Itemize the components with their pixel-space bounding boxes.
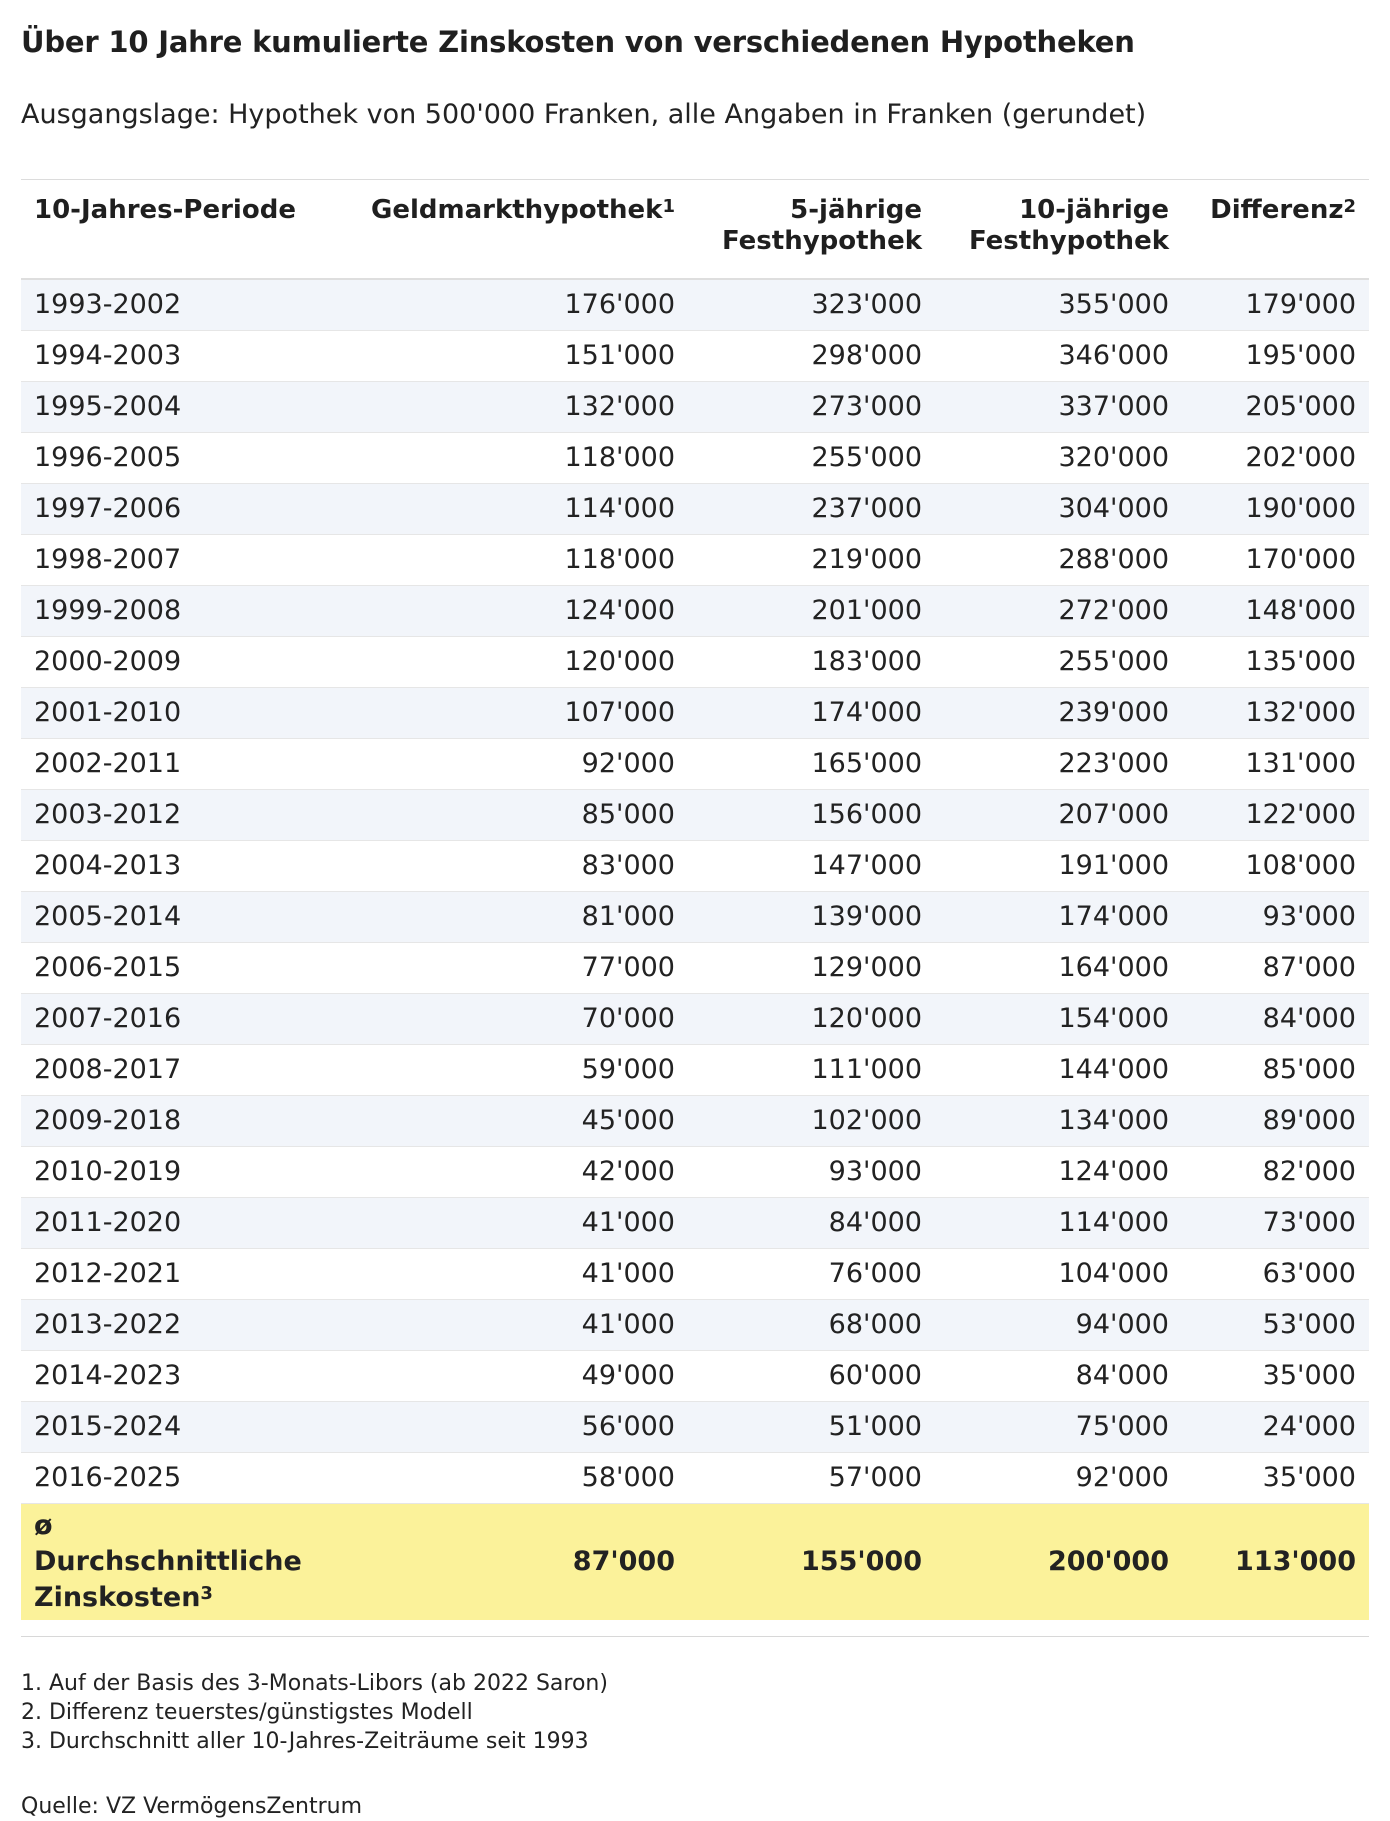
cell-period: 1997-2006	[21, 483, 341, 534]
cell-geldmarkt: 132'000	[341, 381, 688, 432]
cell-5-jahre: 139'000	[688, 891, 935, 942]
table-row	[21, 1452, 1369, 1503]
cell-10-jahre: 337'000	[935, 381, 1182, 432]
column-header-differenz	[1182, 180, 1369, 279]
cell-geldmarkt: 81'000	[341, 891, 688, 942]
cell-10-jahre: 355'000	[935, 279, 1182, 331]
cell-differenz: 82'000	[1182, 1146, 1369, 1197]
cell-geldmarkt: 118'000	[341, 534, 688, 585]
cell-differenz: 170'000	[1182, 534, 1369, 585]
cell-10-jahre: 174'000	[935, 891, 1182, 942]
table-row	[21, 381, 1369, 432]
cell-10-jahre: 104'000	[935, 1248, 1182, 1299]
footnote-marker: 3	[200, 1582, 213, 1604]
cell-geldmarkt: 85'000	[341, 789, 688, 840]
cell-5-jahre: 68'000	[688, 1299, 935, 1350]
cell-period: 2015-2024	[21, 1401, 341, 1452]
cell-period: 2016-2025	[21, 1452, 341, 1503]
cell-10-jahre: 75'000	[935, 1401, 1182, 1452]
cell-differenz: 35'000	[1182, 1452, 1369, 1503]
cell-5-jahre: 120'000	[688, 993, 935, 1044]
cell-period: 1995-2004	[21, 381, 341, 432]
table-row	[21, 1044, 1369, 1095]
table-row	[21, 738, 1369, 789]
table-row	[21, 279, 1369, 331]
cell-geldmarkt: 59'000	[341, 1044, 688, 1095]
cell-5-jahre: 183'000	[688, 636, 935, 687]
average-label-text: ø Durchschnittliche Zinskosten	[34, 1509, 302, 1613]
cell-differenz: 85'000	[1182, 1044, 1369, 1095]
cell-5-jahre: 93'000	[688, 1146, 935, 1197]
cell-differenz: 73'000	[1182, 1197, 1369, 1248]
cell-differenz: 53'000	[1182, 1299, 1369, 1350]
footnote-marker: 1	[662, 196, 675, 217]
cell-period: 2004-2013	[21, 840, 341, 891]
column-header-label: 5-jährige	[790, 195, 922, 225]
table-row	[21, 942, 1369, 993]
cell-10-jahre: 288'000	[935, 534, 1182, 585]
cell-period: 2002-2011	[21, 738, 341, 789]
cell-10-jahre: 320'000	[935, 432, 1182, 483]
cell-10-jahre: 84'000	[935, 1350, 1182, 1401]
cell-period: 2007-2016	[21, 993, 341, 1044]
cell-5-jahre: 323'000	[688, 279, 935, 331]
cell-period: 2006-2015	[21, 942, 341, 993]
cell-differenz: 24'000	[1182, 1401, 1369, 1452]
column-header-label-line2: Festhypothek	[968, 226, 1169, 256]
cell-differenz: 87'000	[1182, 942, 1369, 993]
cell-10-jahre: 207'000	[935, 789, 1182, 840]
cell-5-jahre: 84'000	[688, 1197, 935, 1248]
cell-geldmarkt: 83'000	[341, 840, 688, 891]
average-value-10-jahre: 200'000	[935, 1503, 1182, 1620]
table-row	[21, 1401, 1369, 1452]
average-value-5-jahre: 155'000	[688, 1503, 935, 1620]
cell-differenz: 179'000	[1182, 279, 1369, 331]
cell-5-jahre: 102'000	[688, 1095, 935, 1146]
chart-title: Über 10 Jahre kumulierte Zinskosten von verschiedenen Hypotheken	[21, 25, 1135, 59]
average-row	[21, 1503, 1369, 1620]
cell-10-jahre: 255'000	[935, 636, 1182, 687]
column-header-label: Geldmarkthypothek	[370, 195, 663, 225]
cell-5-jahre: 51'000	[688, 1401, 935, 1452]
table-row	[21, 483, 1369, 534]
column-header-period	[21, 180, 341, 279]
footnote-marker: 2	[1343, 196, 1356, 217]
cell-differenz: 108'000	[1182, 840, 1369, 891]
cell-differenz: 135'000	[1182, 636, 1369, 687]
footnotes	[21, 1669, 1369, 1756]
cell-geldmarkt: 120'000	[341, 636, 688, 687]
cell-10-jahre: 272'000	[935, 585, 1182, 636]
table-row	[21, 1248, 1369, 1299]
cell-10-jahre: 223'000	[935, 738, 1182, 789]
cell-differenz: 131'000	[1182, 738, 1369, 789]
table-row	[21, 432, 1369, 483]
table-body	[21, 279, 1369, 1620]
cell-period: 1993-2002	[21, 279, 341, 331]
cell-10-jahre: 114'000	[935, 1197, 1182, 1248]
cell-10-jahre: 154'000	[935, 993, 1182, 1044]
cell-10-jahre: 346'000	[935, 330, 1182, 381]
cell-geldmarkt: 124'000	[341, 585, 688, 636]
cell-5-jahre: 201'000	[688, 585, 935, 636]
table-row	[21, 1146, 1369, 1197]
cell-geldmarkt: 176'000	[341, 279, 688, 331]
cell-period: 2003-2012	[21, 789, 341, 840]
cell-5-jahre: 111'000	[688, 1044, 935, 1095]
cell-10-jahre: 124'000	[935, 1146, 1182, 1197]
cell-10-jahre: 239'000	[935, 687, 1182, 738]
cell-5-jahre: 57'000	[688, 1452, 935, 1503]
column-header-label-line2: Festhypothek	[721, 226, 922, 256]
cell-period: 2005-2014	[21, 891, 341, 942]
data-table	[21, 179, 1369, 1620]
cell-period: 2012-2021	[21, 1248, 341, 1299]
column-header-10-jahre	[935, 180, 1182, 279]
column-header-geldmarkt	[341, 180, 688, 279]
cell-differenz: 93'000	[1182, 891, 1369, 942]
cell-period: 2008-2017	[21, 1044, 341, 1095]
footnote-2: 2. Differenz teuerstes/günstigstes Modell	[21, 1699, 473, 1725]
cell-10-jahre: 134'000	[935, 1095, 1182, 1146]
cell-differenz: 195'000	[1182, 330, 1369, 381]
cell-geldmarkt: 114'000	[341, 483, 688, 534]
cell-period: 2001-2010	[21, 687, 341, 738]
average-label	[21, 1503, 341, 1620]
cell-differenz: 122'000	[1182, 789, 1369, 840]
column-header-label: 10-Jahres-Periode	[34, 195, 296, 225]
cell-5-jahre: 273'000	[688, 381, 935, 432]
column-header-label: 10-jährige	[1019, 195, 1169, 225]
cell-geldmarkt: 45'000	[341, 1095, 688, 1146]
cell-geldmarkt: 70'000	[341, 993, 688, 1044]
divider	[21, 1636, 1369, 1637]
cell-10-jahre: 304'000	[935, 483, 1182, 534]
cell-period: 2000-2009	[21, 636, 341, 687]
cell-5-jahre: 156'000	[688, 789, 935, 840]
cell-10-jahre: 144'000	[935, 1044, 1182, 1095]
cell-geldmarkt: 49'000	[341, 1350, 688, 1401]
cell-10-jahre: 164'000	[935, 942, 1182, 993]
cell-geldmarkt: 58'000	[341, 1452, 688, 1503]
table-row	[21, 330, 1369, 381]
footnote-3: 3. Durchschnitt aller 10-Jahres-Zeiträume seit 1993	[21, 1728, 589, 1754]
table-row	[21, 687, 1369, 738]
source-note: Quelle: VZ VermögensZentrum	[21, 1793, 362, 1819]
cell-5-jahre: 60'000	[688, 1350, 935, 1401]
table-row	[21, 534, 1369, 585]
cell-5-jahre: 298'000	[688, 330, 935, 381]
cell-geldmarkt: 107'000	[341, 687, 688, 738]
cell-differenz: 132'000	[1182, 687, 1369, 738]
table-header-row	[21, 180, 1369, 279]
table-row	[21, 1299, 1369, 1350]
cell-5-jahre: 255'000	[688, 432, 935, 483]
cell-period: 1998-2007	[21, 534, 341, 585]
table-row	[21, 840, 1369, 891]
cell-geldmarkt: 92'000	[341, 738, 688, 789]
cell-geldmarkt: 41'000	[341, 1197, 688, 1248]
cell-geldmarkt: 41'000	[341, 1299, 688, 1350]
cell-differenz: 148'000	[1182, 585, 1369, 636]
cell-geldmarkt: 77'000	[341, 942, 688, 993]
cell-period: 2014-2023	[21, 1350, 341, 1401]
cell-differenz: 63'000	[1182, 1248, 1369, 1299]
cell-10-jahre: 94'000	[935, 1299, 1182, 1350]
table-row	[21, 1095, 1369, 1146]
cell-differenz: 205'000	[1182, 381, 1369, 432]
table-row	[21, 891, 1369, 942]
cell-geldmarkt: 41'000	[341, 1248, 688, 1299]
cell-period: 2011-2020	[21, 1197, 341, 1248]
cell-period: 1996-2005	[21, 432, 341, 483]
cell-geldmarkt: 118'000	[341, 432, 688, 483]
cell-10-jahre: 191'000	[935, 840, 1182, 891]
cell-period: 2013-2022	[21, 1299, 341, 1350]
cell-5-jahre: 147'000	[688, 840, 935, 891]
cell-geldmarkt: 56'000	[341, 1401, 688, 1452]
cell-10-jahre: 92'000	[935, 1452, 1182, 1503]
table-row	[21, 789, 1369, 840]
table-row	[21, 636, 1369, 687]
cell-5-jahre: 76'000	[688, 1248, 935, 1299]
cell-geldmarkt: 151'000	[341, 330, 688, 381]
average-value-differenz: 113'000	[1182, 1503, 1369, 1620]
cell-5-jahre: 174'000	[688, 687, 935, 738]
cell-differenz: 35'000	[1182, 1350, 1369, 1401]
cell-differenz: 84'000	[1182, 993, 1369, 1044]
column-header-5-jahre	[688, 180, 935, 279]
cell-5-jahre: 219'000	[688, 534, 935, 585]
table-row	[21, 585, 1369, 636]
cell-5-jahre: 129'000	[688, 942, 935, 993]
cell-5-jahre: 237'000	[688, 483, 935, 534]
average-value-geldmarkt: 87'000	[341, 1503, 688, 1620]
cell-differenz: 190'000	[1182, 483, 1369, 534]
cell-period: 1999-2008	[21, 585, 341, 636]
column-header-label: Differenz	[1210, 195, 1344, 225]
footnote-1: 1. Auf der Basis des 3-Monats-Libors (ab 2022 Saron)	[21, 1670, 608, 1696]
cell-period: 2010-2019	[21, 1146, 341, 1197]
cell-differenz: 89'000	[1182, 1095, 1369, 1146]
cell-period: 1994-2003	[21, 330, 341, 381]
table-row	[21, 1197, 1369, 1248]
cell-geldmarkt: 42'000	[341, 1146, 688, 1197]
table-row	[21, 993, 1369, 1044]
cell-period: 2009-2018	[21, 1095, 341, 1146]
chart-subtitle: Ausgangslage: Hypothek von 500'000 Franken, alle Angaben in Franken (gerundet)	[21, 99, 1147, 130]
table-row	[21, 1350, 1369, 1401]
cell-differenz: 202'000	[1182, 432, 1369, 483]
cell-5-jahre: 165'000	[688, 738, 935, 789]
